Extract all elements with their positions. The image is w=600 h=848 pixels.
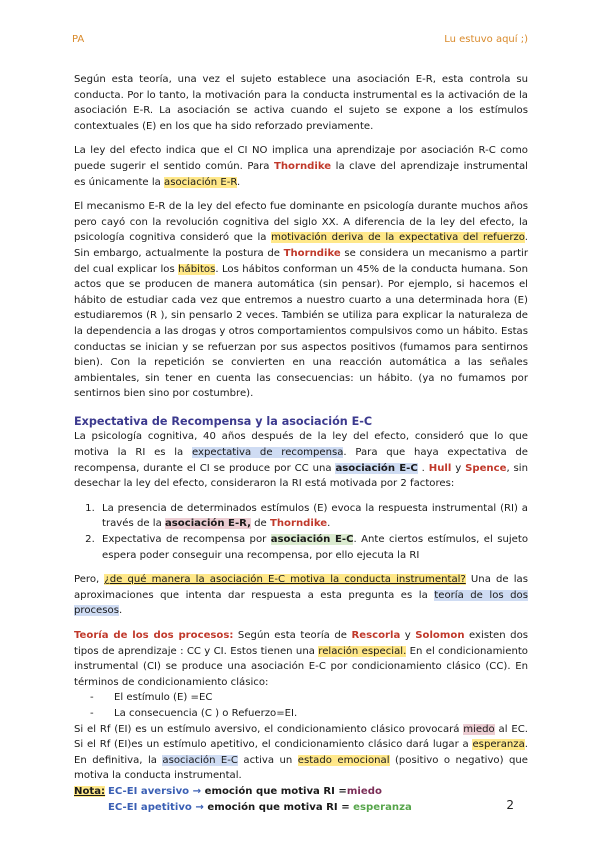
highlight: motivación deriva de la expectativa del refuerzo — [271, 232, 525, 244]
paragraph-1: Según esta teoría, una vez el sujeto establece una asociación E-R, esta controla su conducta. Por lo tanto, la motivación para la conducta instrumental es la activación de la asociación E-R. La asociación se activa cuando el sujeto se expone a los estímulos contextuales (E) en los que ha sido reforzado previamente. — [74, 74, 528, 132]
paragraph-3: El mecanismo E-R de la ley del efecto fue dominante en psicología durante muchos años pero cayó con la revolución cognitiva del siglo XX. A diferencia de la ley del efecto, la psicología cognitiva consideró que la motivación deriva de la expectativa del refuerzo. Sin embargo, actualmente la postura de Thorndike se considera un mecanismo a partir del cual explicar los hábitos. Los hábitos conforman un 45% de la conducta humana. Son actos que se producen de manera automática (sin pensar). Por ejemplo, si hacemos el hábito de estudiar cada vez que entremos a nuestro cuarto a una determinada hora (E) estudiaremos (R ), sin pensarlo 2 veces. También se utiliza para explicar la naturaleza de la dependencia a las drogas y otros comportamientos compulsivos como un hábito. Estas conductas se inician y se refuerzan por sus aspectos positivos (fumamos para sentirnos bien). Con la repetición se convierten en una reacción automática a las señales ambientales, sin tener en cuenta las consecuencias: un hábito. (ya no fumamos por sentirnos bien sino por costumbre). — [74, 201, 529, 400]
highlight: esperanza — [472, 739, 525, 751]
page-body — [74, 72, 528, 815]
header-left: PA — [72, 34, 85, 45]
author-rescorla: Rescorla — [351, 630, 401, 641]
author-thorndike: Thorndike — [273, 160, 332, 172]
highlight: hábitos — [178, 263, 216, 275]
author-thorndike: Thorndike — [283, 247, 341, 259]
arrow-right-icon: → — [189, 785, 205, 797]
question-highlight: ¿de qué manera la asociación E-C motiva la conducta instrumental? — [104, 574, 466, 586]
highlight: miedo — [463, 723, 495, 735]
factors-list — [74, 501, 528, 563]
page-number: 2 — [506, 798, 514, 812]
nota-row-1: Nota: EC-EI aversivo → emoción que motiva RI =miedo — [74, 785, 382, 797]
highlight: asociación E-C — [335, 462, 418, 474]
author-hull: Hull — [428, 462, 452, 474]
paragraph-6: Teoría de los dos procesos: Según esta teoría de Rescorla y Solomon existen dos tipos de aprendizaje : CC y CI. Estos tienen una relación especial. En el condicionamiento instrumental (CI) se produce una asociación E-C por condicionamiento clásico (CC). En términos de condicionamiento clásico: — [74, 630, 528, 688]
list-item: - El estímulo (E) =EC — [74, 690, 528, 706]
conditioning-terms-list — [74, 690, 528, 721]
highlight: teoría de los dos procesos — [74, 589, 528, 617]
author-solomon: Solomon — [415, 630, 465, 641]
highlight: relación especial. — [318, 645, 407, 657]
section-title: Expectativa de Recompensa y la asociación E-C — [74, 414, 373, 428]
author-spence: Spence — [465, 462, 507, 474]
highlight: estado emocional — [297, 754, 390, 766]
highlight: asociación E-R — [164, 176, 237, 188]
list-item: - La consecuencia (C ) o Refuerzo=EI. — [74, 706, 528, 722]
header-right: Lu estuvo aquí ;) — [444, 34, 528, 45]
highlight: expectativa de recompensa — [191, 447, 344, 459]
arrow-right-icon: → — [191, 801, 208, 813]
list-item: 2. Expectativa de recompensa por asociación E-C. Ante ciertos estímulos, el sujeto espera poder conseguir una recompensa, por ello ejecuta la RI — [98, 532, 528, 563]
paragraph-2: La ley del efecto indica que el CI NO implica una aprendizaje por asociación R-C como puede sugerir el sentido común. Para Thorndike la clave del aprendizaje instrumental es únicamente la asociación E-R. — [74, 145, 528, 188]
highlight: asociación E-R, — [164, 518, 251, 530]
paragraph-4: La psicología cognitiva, 40 años después de la ley del efecto, consideró que lo que motiva la RI es la expectativa de recompensa. Para que haya expectativa de recompensa, durante el CI se produce por CC una asociación E-C . Hull y Spence, sin desechar la ley del efecto, consideraron la RI está motivada por 2 factores: — [74, 431, 528, 490]
highlight: asociación E-C — [162, 754, 238, 766]
paragraph-7: Si el Rf (EI) es un estímulo aversivo, el condicionamiento clásico provocará miedo al EC. Si el Rf (EI)es un estímulo apetitivo, el condicionamiento clásico dará lugar a esperanza. En definitiva, la asociación E-C activa un estado emocional (positivo o negativo) que motiva la conducta instrumental. — [74, 723, 528, 782]
theory-title: Teoría de los dos procesos: — [74, 630, 234, 641]
nota-label: Nota: — [74, 785, 106, 797]
list-item: 1. La presencia de determinados estímulos (E) evoca la respuesta instrumental (RI) a través de la asociación E-R, de Thorndike. — [98, 501, 528, 532]
highlight: asociación E-C — [270, 534, 354, 546]
author-thorndike: Thorndike — [269, 518, 328, 530]
nota-row-2: EC-EI apetitivo → emoción que motiva RI = esperanza — [108, 801, 412, 813]
paragraph-5: Pero, ¿de qué manera la asociación E-C motiva la conducta instrumental? Una de las aproximaciones que intenta dar respuesta a esta pregunta es la teoría de los dos procesos. — [74, 574, 528, 617]
